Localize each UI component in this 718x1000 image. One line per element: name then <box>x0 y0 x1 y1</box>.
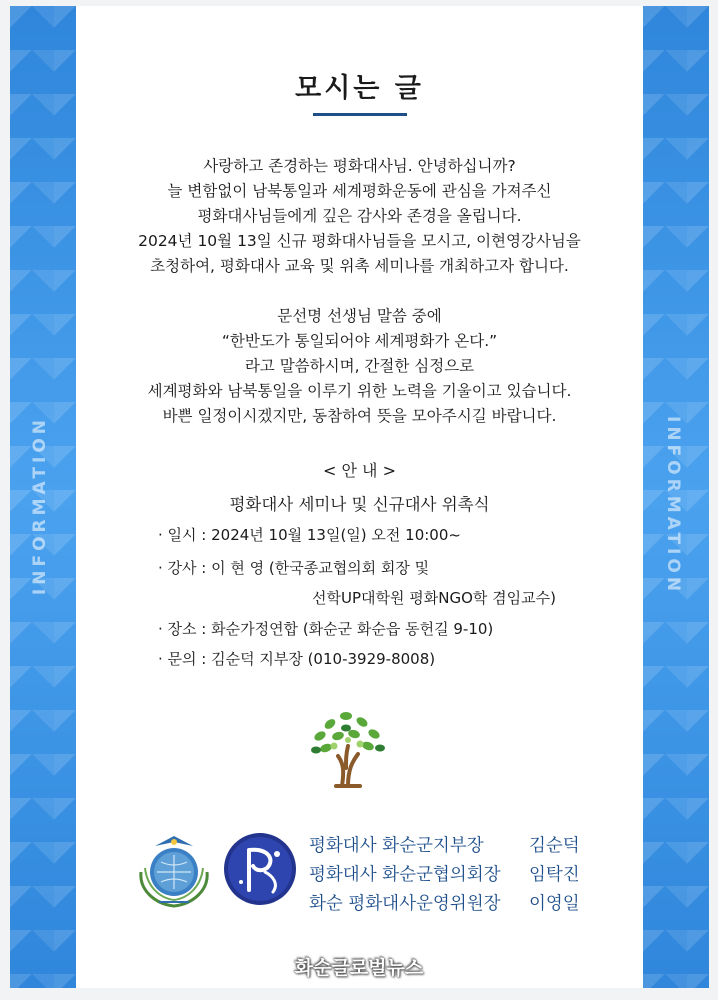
intro-line: 사랑하고 존경하는 평화대사님. 안녕하십니까? <box>203 157 516 175</box>
intro-line: 초청하여, 평화대사 교육 및 위촉 세미나를 개최하고자 합니다. <box>150 257 569 275</box>
quote-line: 라고 말씀하시며, 간절한 심정으로 <box>244 357 475 375</box>
signatory-line <box>309 890 580 915</box>
detail-contact: · 문의 : 김순덕 지부장 (010-3929-8008) <box>158 650 436 668</box>
right-decorative-band <box>643 6 709 988</box>
signatory-name: 김순덕 <box>529 836 580 856</box>
signatory-name: 이영일 <box>529 894 580 914</box>
title-underline <box>313 113 407 116</box>
intro-paragraph <box>76 154 643 279</box>
notice-heading: < 안 내 > <box>323 461 396 480</box>
intro-line: 늘 변함없이 남북통일과 세계평화운동에 관심을 가져주신 <box>167 182 552 200</box>
quote-line: “한반도가 통일되어야 세계평화가 온다.” <box>221 332 498 350</box>
tree-logo-icon <box>302 706 394 788</box>
quote-line: 세계평화와 남북통일을 이루기 위한 노력을 기울이고 있습니다. <box>147 382 572 400</box>
detail-date: · 일시 : 2024년 10월 13일(일) 오전 10:00~ <box>158 526 461 544</box>
watermark: 화순글로벌뉴스 <box>294 957 424 979</box>
side-label-left: INFORMATION <box>30 416 50 596</box>
signatory-line <box>309 861 580 886</box>
signatory-role: 평화대사 화순군지부장 <box>309 836 484 856</box>
invitation-paper <box>76 6 643 988</box>
signatory-role: 평화대사 화순군협의회장 <box>309 865 501 885</box>
detail-speaker: · 강사 : 이 현 영 (한국종교협의회 회장 및 <box>158 559 430 577</box>
side-label-right: INFORMATION <box>663 416 683 596</box>
intro-line: 평화대사님들에게 깊은 감사와 존경을 올립니다. <box>197 207 522 225</box>
event-title: 평화대사 세미나 및 신규대사 위촉식 <box>229 495 490 514</box>
detail-place: · 장소 : 화순가정연합 (화순군 화순읍 동헌길 9-10) <box>158 620 494 638</box>
signatory-line <box>309 832 580 857</box>
federation-emblem-icon <box>223 832 297 906</box>
signatory-role: 화순 평화대사운영위원장 <box>309 894 501 914</box>
page-title: 모시는 글 <box>295 73 424 104</box>
signatory-name: 임탁진 <box>529 865 580 885</box>
quote-line: 바쁜 일정이시겠지만, 동참하여 뜻을 모아주시길 바랍니다. <box>162 407 557 425</box>
left-decorative-band <box>10 6 76 988</box>
intro-line: 2024년 10월 13일 신규 평화대사님들을 모시고, 이현영강사님을 <box>138 232 581 250</box>
detail-speaker-continued: 선학UP대학원 평화NGO학 겸임교수) <box>312 589 556 607</box>
quote-line: 문선명 선생님 말씀 중에 <box>277 307 442 325</box>
peace-ambassador-emblem-icon <box>135 828 213 908</box>
quote-paragraph <box>76 304 643 429</box>
